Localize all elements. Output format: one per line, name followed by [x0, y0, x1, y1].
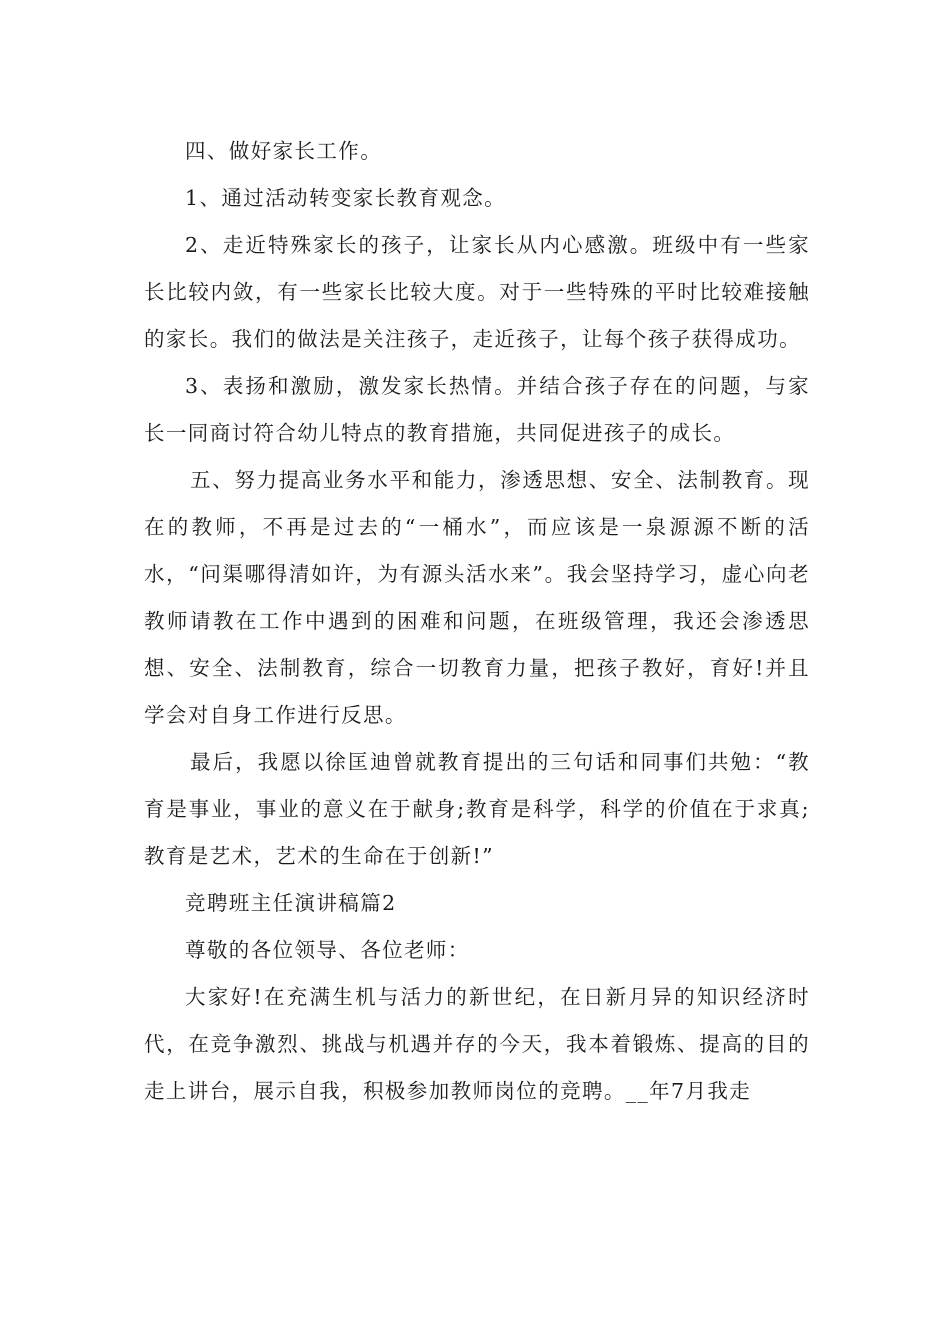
- section-heading-parent-work: 四、做好家长工作。: [185, 139, 383, 163]
- closing-paragraph: 最后，我愿以徐匡迪曾就教育提出的三句话和同事们共勉：“教育是事业，事业的意义在于献身;教育是科学，科学的价值在于求真;教育是艺术，艺术的生命在于创新!”: [144, 750, 810, 868]
- paragraph-item-3: 3、表扬和激励，激发家长热情。并结合孩子存在的问题，与家长一同商讨符合幼儿特点的教育措施，共同促进孩子的成长。: [144, 374, 810, 445]
- section-five-paragraph: 五、努力提高业务水平和能力，渗透思想、安全、法制教育。现在的教师，不再是过去的“一桶水”，而应该是一泉源源不断的活水，“问渠哪得清如许，为有源头活水来”。我会坚持学习，虚心向老教师请教在工作中遇到的困难和问题，在班级管理，我还会渗透思想、安全、法制教育，综合一切教育力量，把孩子教好，育好!并且学会对自身工作进行反思。: [144, 468, 810, 727]
- document-body: [144, 128, 810, 1115]
- paragraph-item-2: 2、走近特殊家长的孩子，让家长从内心感激。班级中有一些家长比较内敛，有一些家长比较大度。对于一些特殊的平时比较难接触的家长。我们的做法是关注孩子，走近孩子，让每个孩子获得成功。: [144, 233, 810, 351]
- speech-salutation: 尊敬的各位领导、各位老师：: [185, 938, 470, 962]
- speech-title: 竞聘班主任演讲稿篇2: [185, 891, 397, 915]
- speech-opening-paragraph: 大家好!在充满生机与活力的新世纪，在日新月异的知识经济时代，在竞争激烈、挑战与机遇并存的今天，我本着锻炼、提高的目的走上讲台，展示自我，积极参加教师岗位的竞聘。__年7月我走: [144, 985, 810, 1103]
- paragraph-item-1: 1、通过活动转变家长教育观念。: [185, 186, 507, 210]
